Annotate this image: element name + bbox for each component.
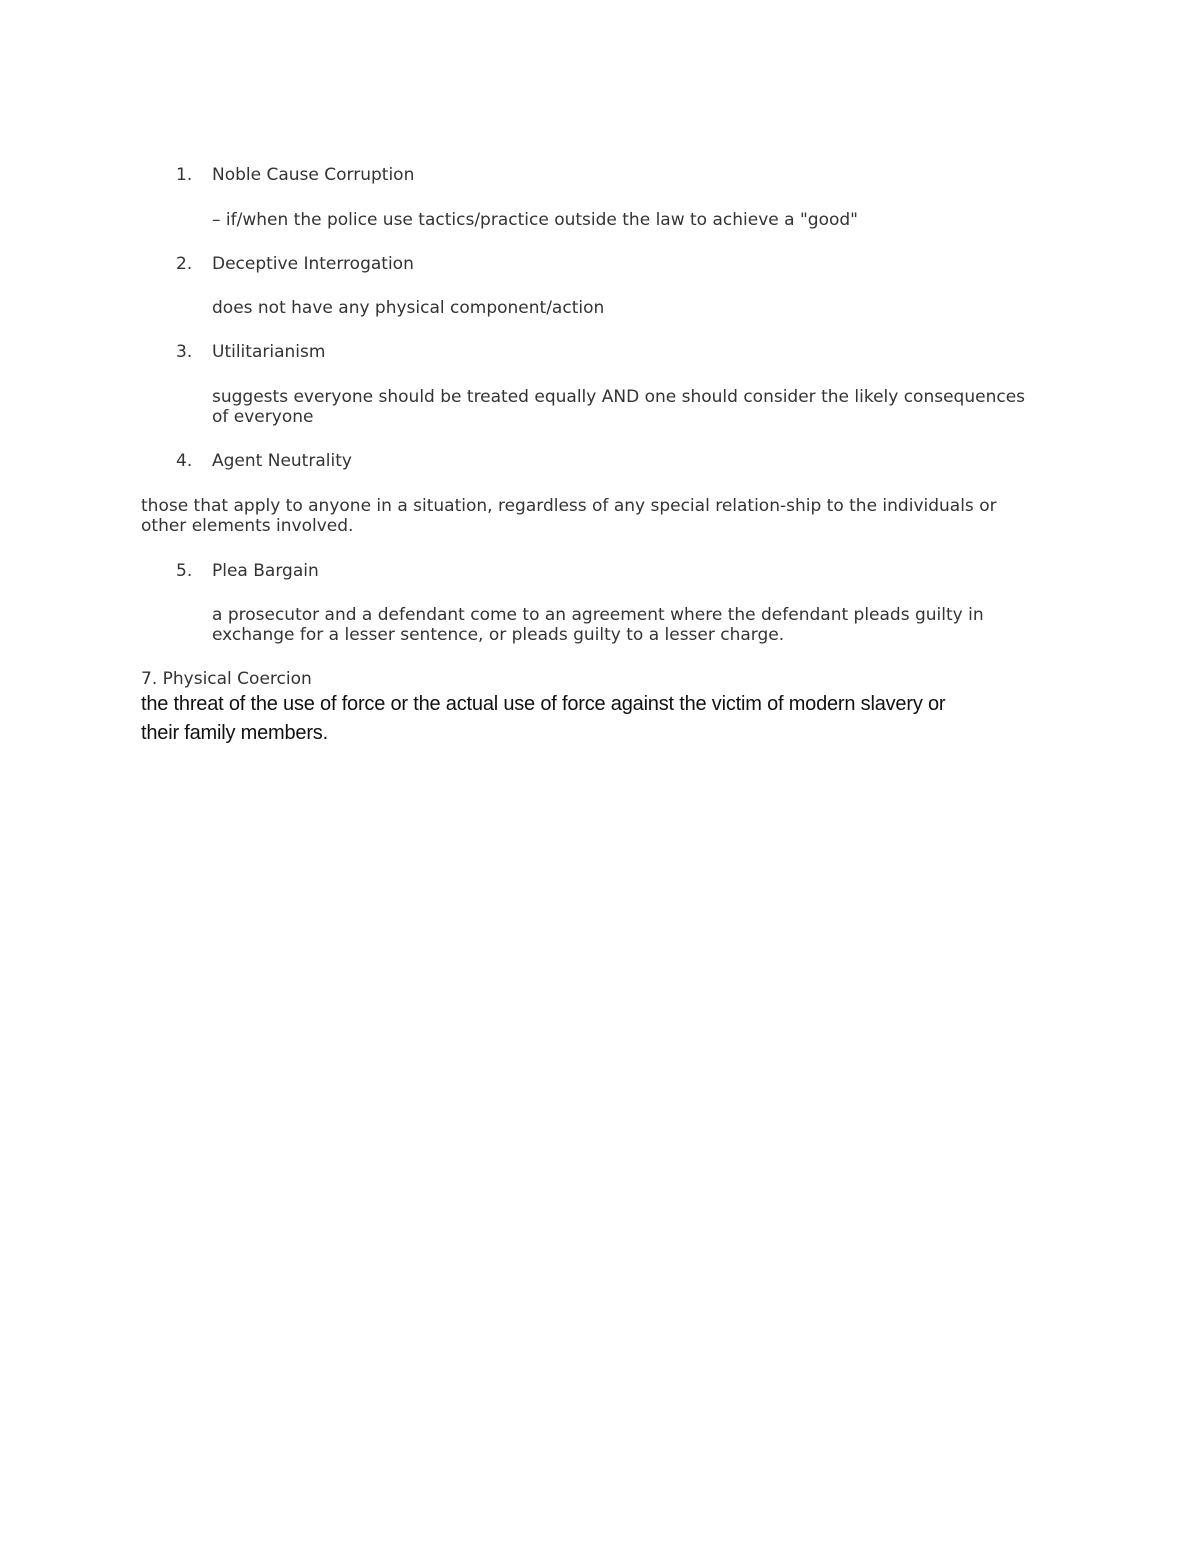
term-agent-neutrality: Agent Neutrality <box>212 451 352 471</box>
list-number-4: 4. <box>176 451 193 471</box>
term-utilitarianism: Utilitarianism <box>212 342 326 362</box>
term-physical-coercion: 7. Physical Coercion <box>141 669 312 689</box>
definition-physical-coercion-line-1: the threat of the use of force or the actual use of force against the victim of modern slavery or <box>141 693 946 715</box>
list-number-3: 3. <box>176 342 193 362</box>
definition-utilitarianism-line-1: suggests everyone should be treated equally AND one should consider the likely consequences <box>212 387 1026 407</box>
definition-plea-bargain-line-2: exchange for a lesser sentence, or pleads guilty to a lesser charge. <box>212 625 785 645</box>
definition-noble-cause-corruption: – if/when the police use tactics/practice outside the law to achieve a "good" <box>212 210 858 230</box>
definition-deceptive-interrogation: does not have any physical component/action <box>212 298 605 318</box>
term-plea-bargain: Plea Bargain <box>212 561 319 581</box>
definition-physical-coercion-line-2: their family members. <box>141 722 328 744</box>
list-number-2: 2. <box>176 254 193 274</box>
term-deceptive-interrogation: Deceptive Interrogation <box>212 254 414 274</box>
list-number-5: 5. <box>176 561 193 581</box>
definition-agent-neutrality-line-2: other elements involved. <box>141 516 354 536</box>
definition-agent-neutrality-line-1: those that apply to anyone in a situation, regardless of any special relation-ship to the individuals or <box>141 496 997 516</box>
definition-utilitarianism-line-2: of everyone <box>212 407 314 427</box>
term-noble-cause-corruption: Noble Cause Corruption <box>212 165 415 185</box>
definition-plea-bargain-line-1: a prosecutor and a defendant come to an agreement where the defendant pleads guilty in <box>212 605 984 625</box>
list-number-1: 1. <box>176 165 193 185</box>
